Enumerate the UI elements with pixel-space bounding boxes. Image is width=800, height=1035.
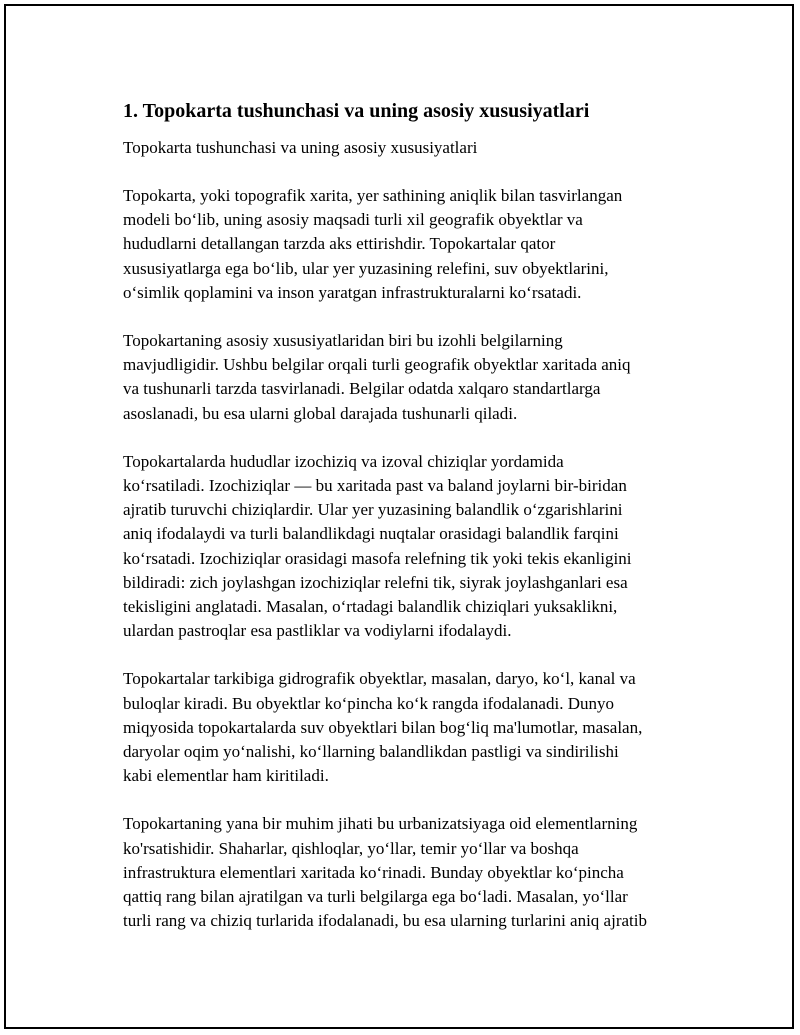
paragraph-line: Topokartalar tarkibiga gidrografik obyektlar, masalan, daryo, ko‘l, kanal va (123, 669, 636, 689)
paragraph-line: qattiq rang bilan ajratilgan va turli belgilarga ega bo‘ladi. Masalan, yo‘llar (123, 887, 628, 907)
paragraph-line: hududlarni detallangan tarzda aks ettirishdir. Topokartalar qator (123, 234, 556, 254)
paragraph-line: kabi elementlar ham kiritiladi. (123, 766, 329, 786)
paragraph-line: turli rang va chiziq turlarida ifodalanadi, bu esa ularning turlarini aniq ajratib (123, 911, 647, 931)
paragraph-line: infrastruktura elementlari xaritada ko‘rinadi. Bunday obyektlar ko‘pincha (123, 862, 624, 882)
paragraph-5 (123, 812, 703, 933)
document-body (123, 98, 703, 957)
paragraph-line: bildiradi: zich joylashgan izochiziqlar relefni tik, siyrak joylashganlari esa (123, 572, 628, 592)
paragraph-line: modeli bo‘lib, uning asosiy maqsadi turli xil geografik obyektlar va (123, 210, 583, 230)
section-heading: 1. Topokarta tushunchasi va uning asosiy xususiyatlari (123, 100, 590, 122)
paragraph-3 (123, 450, 703, 644)
paragraph-line: ko'rsatishidir. Shaharlar, qishloqlar, yo‘llar, temir yo‘llar va boshqa (123, 838, 579, 858)
paragraph-line: aniq ifodalaydi va turli balandlikdagi nuqtalar orasidagi balandlik farqini (123, 524, 619, 544)
paragraph-2 (123, 329, 703, 426)
document-page (4, 4, 794, 1029)
paragraph-line: ajratib turuvchi chiziqlardir. Ular yer yuzasining balandlik o‘zgarishlarini (123, 500, 623, 520)
paragraph-line: ko‘rsatiladi. Izochiziqlar — bu xaritada past va baland joylarni bir-biridan (123, 476, 627, 496)
paragraph-line: xususiyatlarga ega bo‘lib, ular yer yuzasining relefini, suv obyektlarini, (123, 258, 609, 278)
paragraph-line: Topokartaning yana bir muhim jihati bu urbanizatsiyaga oid elementlarning (123, 814, 638, 834)
paragraph-line: Topokartaning asosiy xususiyatlaridan biri bu izohli belgilarning (123, 331, 563, 351)
paragraph-line: ulardan pastroqlar esa pastliklar va vodiylarni ifodalaydi. (123, 621, 512, 641)
paragraph-line: miqyosida topokartalarda suv obyektlari bilan bog‘liq ma'lumotlar, masalan, (123, 717, 643, 737)
paragraph-4 (123, 667, 703, 788)
paragraph-line: mavjudligidir. Ushbu belgilar orqali turli geografik obyektlar xaritada aniq (123, 355, 631, 375)
paragraph-line: o‘simlik qoplamini va inson yaratgan infrastrukturalarni ko‘rsatadi. (123, 282, 582, 302)
paragraph-line: Topokarta, yoki topografik xarita, yer sathining aniqlik bilan tasvirlangan (123, 186, 623, 205)
paragraph-line: asoslanadi, bu esa ularni global darajada tushunarli qiladi. (123, 403, 518, 423)
paragraph-line: va tushunarli tarzda tasvirlanadi. Belgilar odatda xalqaro standartlarga (123, 379, 601, 399)
paragraph-1 (123, 184, 703, 305)
section-subtitle: Topokarta tushunchasi va uning asosiy xususiyatlari (123, 138, 478, 157)
paragraph-line: daryolar oqim yo‘nalishi, ko‘llarning balandlikdan pastligi va sindirilishi (123, 742, 619, 762)
paragraph-line: ko‘rsatadi. Izochiziqlar orasidagi masofa relefning tik yoki tekis ekanligini (123, 548, 632, 568)
paragraph-line: buloqlar kiradi. Bu obyektlar ko‘pincha ko‘k rangda ifodalanadi. Dunyo (123, 693, 614, 713)
paragraph-line: Topokartalarda hududlar izochiziq va izoval chiziqlar yordamida (123, 451, 564, 471)
paragraph-line: tekisligini anglatadi. Masalan, o‘rtadagi balandlik chiziqlari yuksaklikni, (123, 597, 618, 617)
